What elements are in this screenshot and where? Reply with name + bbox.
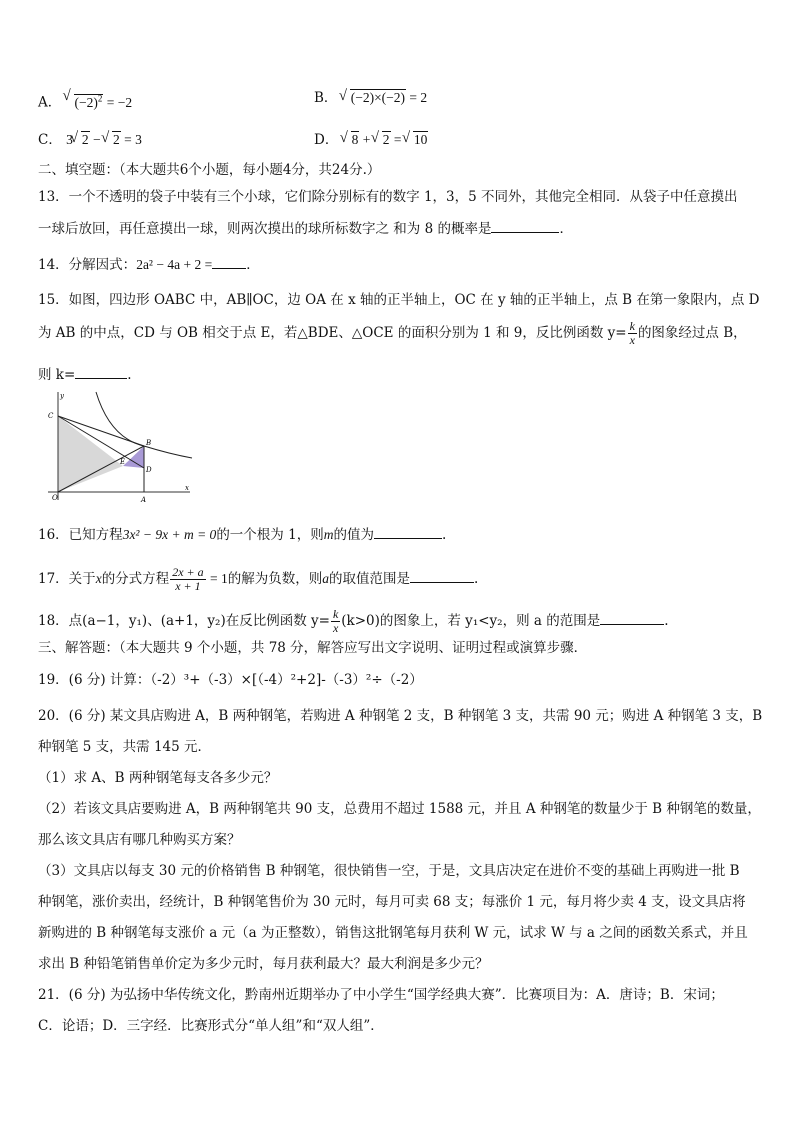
q13-line2: 一球后放回，再任意摸出一球，则两次摸出的球所标数字之 和为 8 的概率是 ． [38, 218, 573, 239]
option-a-label: A． [38, 94, 62, 111]
option-c-label: C． [38, 132, 62, 148]
q20-line2: 种钢笔 5 支，共需 145 元． [38, 739, 212, 755]
q20-part3-line2: 种钢笔，涨价卖出，经统计，B 种钢笔售价为 30 元时，每月可卖 68 支；每涨价 1 元，每月将少卖 4 支，设文具店将 [38, 894, 746, 910]
option-c [38, 130, 142, 150]
q21-line2: C．论语；D．三字经．比赛形式分“单人组”和“双人组”． [38, 1018, 384, 1034]
q13-line1: 13．一个不透明的袋子中装有三个小球，它们除分别标有的数字 1，3，5 不同外，其他完全相同．从袋子中任意摸出 [38, 189, 738, 205]
q15-line1: 15．如图，四边形 OABC 中，AB∥OC，边 OA 在 x 轴的正半轴上，OC 在 y 轴的正半轴上，点 B 在第一象限内，点 D [38, 292, 760, 308]
q20-part3-line4: 求出 B 种铅笔销售单价定为多少元时，每月获利最大？最大利润是多少元？ [38, 956, 489, 972]
label-o: O [52, 494, 58, 502]
q20-part2-line2: 那么该文具店有哪几种购买方案？ [38, 832, 241, 848]
label-c: C [48, 412, 54, 420]
label-a: A [141, 496, 147, 504]
q15-line2: 为 AB 的中点，CD 与 OB 相交于点 E，若△BDE、△OCE 的面积分别为 1 和 9，反比例函数 y= $\frac{k}{x}$ 的图象经过点 B， [38, 319, 747, 347]
q18-fraction: $\frac{k}{x}$ [332, 607, 339, 635]
option-c-expr: 3√ 2 − √ 2 = 3 [66, 132, 142, 147]
option-a-expr: √ $(-2)^2 = -2$ [66, 95, 133, 110]
q20-part3-line1: （3）文具店以每支 30 元的价格销售 B 种钢笔，很快销售一空，于是，文具店决定在进价不变的基础上再购进一批 B [38, 863, 740, 879]
option-b-expr: √ (−2)×(−2) = 2 [342, 90, 427, 105]
section-3-heading: 三、解答题：（本大题共 9 个小题，共 78 分，解答应写出文字说明、证明过程或演算步骤． [38, 640, 588, 656]
q18-answer-blank[interactable] [600, 610, 664, 625]
q17-fraction: $\frac{2x + a}{x + 1}$ [172, 565, 204, 593]
q17: 17．关于x的分式方程 $\frac{2x + a}{x + 1}$ = 1的解为负数，则a的取值范围是 . [38, 565, 479, 593]
q14-expr: 2a² − 4a + 2 = [136, 257, 213, 272]
option-b [314, 88, 427, 108]
q21-line1: 21．(6 分) 为弘扬中华传统文化，黔南州近期举办了中小学生“国学经典大赛”．比赛项目为：A．唐诗；B．宋词； [38, 987, 724, 1003]
q17-answer-blank[interactable] [410, 568, 474, 583]
q16-equation: 3x² − 9x + m = 0 [122, 527, 217, 542]
option-b-label: B． [314, 90, 338, 106]
q13-answer-blank[interactable] [491, 218, 559, 233]
option-d [314, 130, 428, 150]
q20-part1: （1）求 A、B 两种钢笔每支各多少元？ [38, 770, 278, 786]
q16: 16．已知方程3x² − 9x + m = 0的一个根为 1，则m的值为 . [38, 524, 446, 545]
q20-line1: 20．(6 分) 某文具店购进 A，B 两种钢笔，若购进 A 种钢笔 2 支，B 种钢笔 3 支，共需 90 元；购进 A 种钢笔 3 支，B [38, 708, 763, 724]
q19: 19．(6 分) 计算：（-2）³+（-3）×[（-4）²+2]-（-3）²÷（-2） [38, 672, 423, 688]
q15-line3: 则 k= . [38, 364, 132, 385]
q15-fraction: $\frac{k}{x}$ [629, 319, 635, 347]
label-b: B [146, 439, 152, 447]
q15-answer-blank[interactable] [75, 364, 127, 379]
q15-figure [40, 388, 195, 506]
q18: 18．点(a−1，y₁)、(a+1，y₂)在反比例函数 y= $\frac{k}{x}$ (k>0)的图象上，若 y₁<y₂，则 a 的范围是 . [38, 607, 669, 635]
q14-answer-blank[interactable] [212, 254, 246, 269]
q14: 14．分解因式：2a² − 4a + 2 = ． [38, 254, 260, 275]
option-a [38, 88, 132, 113]
q20-part3-line3: 新购进的 B 种钢笔每支涨价 a 元（a 为正整数），销售这批钢笔每月获利 W 元，试求 W 与 a 之间的函数关系式，并且 [38, 925, 748, 941]
section-2-heading: 二、填空题：（本大题共6个小题，每小题4分，共24分.） [38, 162, 381, 178]
q16-answer-blank[interactable] [374, 524, 442, 539]
option-d-label: D． [314, 132, 339, 148]
label-e: E [120, 458, 126, 466]
label-x: x [185, 484, 189, 492]
option-d-expr: √ 8 + √ 2 = √ 10 [343, 132, 429, 147]
label-d: D [146, 466, 152, 474]
label-y: y [60, 392, 64, 400]
q20-part2-line1: （2）若该文具店要购进 A，B 两种钢笔共 90 支，总费用不超过 1588 元，并且 A 种钢笔的数量少于 B 种钢笔的数量， [38, 801, 761, 817]
